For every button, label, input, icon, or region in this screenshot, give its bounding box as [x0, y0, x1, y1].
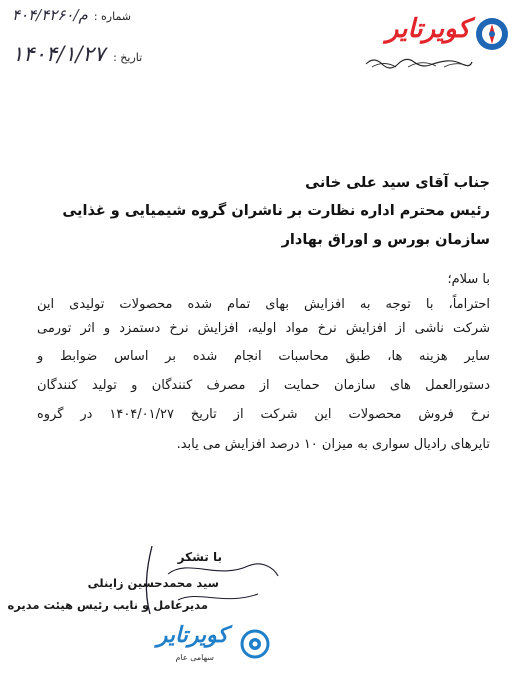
company-logo-header — [360, 10, 510, 80]
signatory-name: سید محمدحسین زاینلی — [87, 576, 219, 590]
logo-brand-name: کویرتایر — [385, 14, 470, 44]
body-line: شرکت ناشی از افزایش نرخ مواد اولیه، افزایش نرخ دستمزد و اثر تورمی — [37, 321, 490, 336]
kavir-tire-emblem-icon — [240, 629, 270, 659]
letter-date-label: تاریخ : — [113, 51, 143, 64]
addressee-name: جناب آقای سید علی خانی — [305, 175, 490, 191]
body-line: دستورالعمل های سازمان حمایت از مصرف کنندگان و تولید کنندگان — [37, 378, 490, 393]
letter-date-value: ۱۴۰۴/۱/۲۷ — [12, 42, 106, 66]
body-line: نرخ فروش محصولات این شرکت از تاریخ ۱۴۰۴/۰۱/۲۷ در گروه — [37, 407, 490, 422]
stamp-subtitle: سهامی عام — [175, 653, 214, 662]
company-stamp-logo — [130, 623, 270, 668]
signature-block — [0, 540, 524, 680]
letter-number-row — [12, 6, 131, 24]
addressee-organization: سازمان بورس و اوراق بهادار — [281, 232, 490, 248]
body-line: سایر هزینه ها، طبق محاسبات انجام شده بر اساس ضوابط و — [37, 349, 490, 364]
letter-number-label: شماره : — [93, 10, 132, 23]
letter-date-row — [12, 42, 142, 66]
signatory-title: مدیرعامل و نایب رئیس هیئت مدیره — [7, 598, 208, 612]
letter-number-value: ۴۰۴/م/۴۲۶۰ — [12, 6, 88, 24]
addressee-position: رئیس محترم اداره نظارت بر ناشران گروه شیمیایی و غذایی — [62, 203, 490, 219]
logo-tagline-script — [364, 54, 474, 70]
body-line: احتراماً، با توجه به افزایش بهای تمام شده محصولات تولیدی این — [37, 297, 490, 312]
salutation: با سلام؛ — [447, 272, 490, 287]
body-line: تایرهای رادیال سواری به میزان ۱۰ درصد افزایش می یابد. — [176, 437, 490, 452]
kavir-tire-emblem-icon — [474, 16, 510, 52]
stamp-brand-name: کویرتایر — [156, 623, 228, 648]
closing-phrase: با تشکر — [177, 550, 222, 564]
